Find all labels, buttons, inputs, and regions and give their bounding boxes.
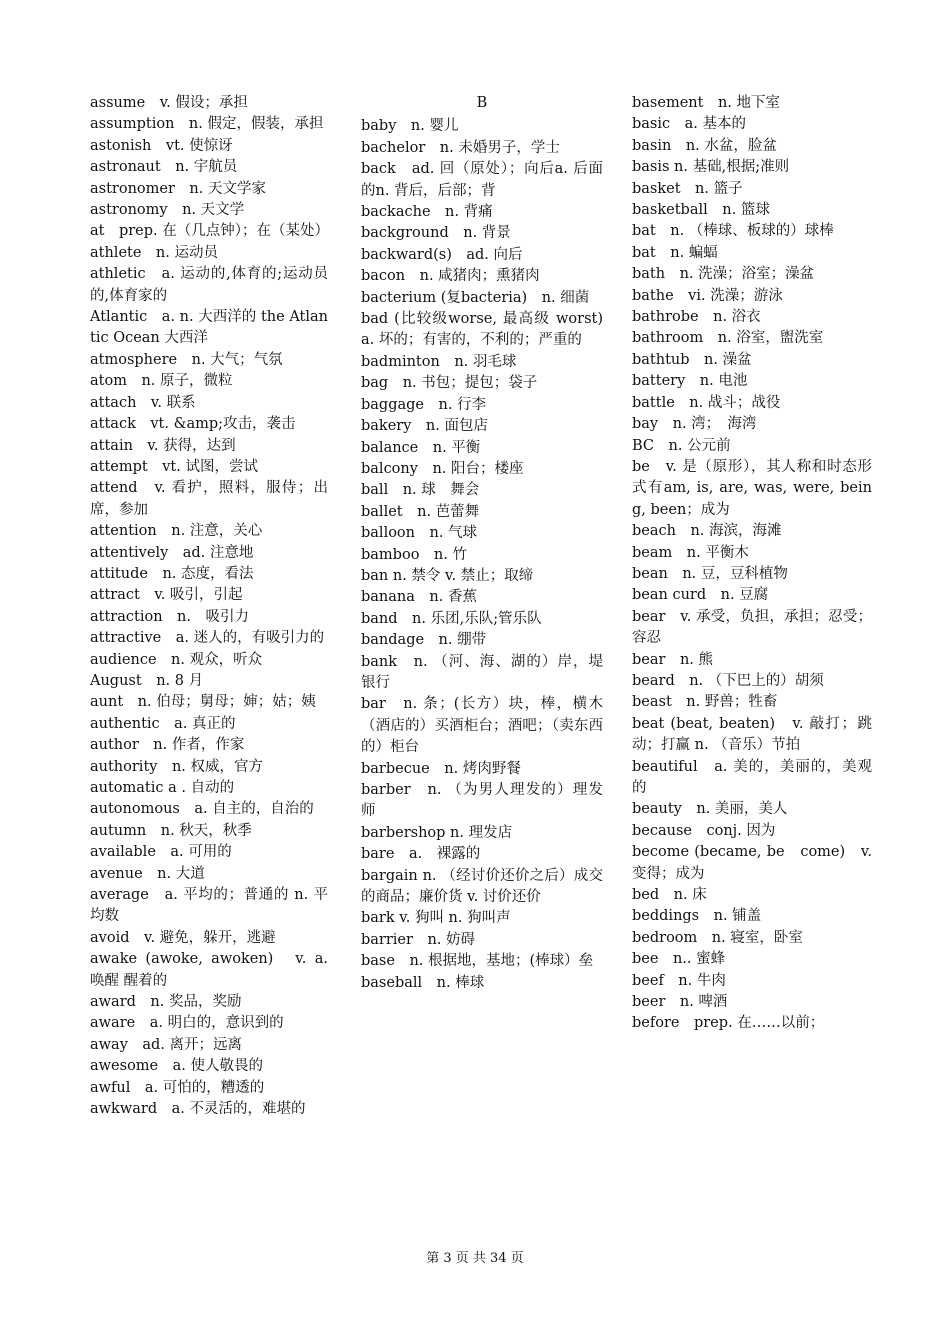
dictionary-entry: attentively ad. 注意地 <box>90 544 254 561</box>
dictionary-entry: bedroom n. 寝室，卧室 <box>632 929 803 946</box>
dictionary-entry: baggage n. 行李 <box>361 396 487 413</box>
dictionary-entry: autonomous a. 自主的，自治的 <box>90 801 314 818</box>
section-heading: B <box>476 95 488 111</box>
dictionary-entry: aunt n. 伯母；舅母；婶；姑；姨 <box>90 694 316 711</box>
dictionary-entry: bay n. 湾； 海湾 <box>632 416 757 433</box>
dictionary-entry: basketball n. 篮球 <box>632 202 770 219</box>
dictionary-entry: barbershop n. 理发店 <box>361 824 513 841</box>
dictionary-entry: automatic a . 自动的 <box>90 780 235 796</box>
dictionary-entry: Atlantic a. n. 大西洋的 the Atlantic Ocean 大西洋 <box>90 309 328 347</box>
dictionary-entry: balcony n. 阳台；楼座 <box>361 460 524 477</box>
dictionary-entry: beddings n. 铺盖 <box>632 908 762 925</box>
dictionary-entry: bat n. （棒球、板球的）球棒 <box>632 223 834 240</box>
dictionary-entry: beat (beat, beaten) v. 敲打；跳动；打赢 n. （音乐）节拍 <box>632 715 872 754</box>
dictionary-entry: baseball n. 棒球 <box>361 974 485 991</box>
dictionary-entry: avoid v. 避免，躲开，逃避 <box>90 929 276 946</box>
dictionary-entry: basic a. 基本的 <box>632 116 746 133</box>
dictionary-entry: balance n. 平衡 <box>361 439 481 456</box>
dictionary-entry: author n. 作者，作家 <box>90 737 245 754</box>
dictionary-entry: bacon n. 咸猪肉；熏猪肉 <box>361 268 540 285</box>
dictionary-entry: awake (awoke, awoken) v. a. 唤醒 醒着的 <box>90 951 328 989</box>
dictionary-entry: astronaut n. 宇航员 <box>90 159 238 176</box>
dictionary-entry: astronomer n. 天文学家 <box>90 180 266 197</box>
dictionary-entry: balloon n. 气球 <box>361 525 478 542</box>
dictionary-entry: awkward a. 不灵活的，难堪的 <box>90 1101 306 1118</box>
dictionary-entry: bamboo n. 竹 <box>361 546 467 563</box>
dictionary-entry: basket n. 篮子 <box>632 180 743 197</box>
dictionary-entry: athlete n. 运动员 <box>90 244 218 261</box>
dictionary-entry: avenue n. 大道 <box>90 865 205 882</box>
dictionary-entry: autumn n. 秋天，秋季 <box>90 822 252 839</box>
dictionary-entry: authority n. 权威，官方 <box>90 758 264 775</box>
dictionary-entry: before prep. 在……以前； <box>632 1015 825 1032</box>
column-3 <box>632 93 872 1035</box>
dictionary-entry: bear n. 熊 <box>632 651 713 668</box>
dictionary-entry: bean n. 豆，豆科植物 <box>632 565 788 582</box>
dictionary-entry: atmosphere n. 大气；气氛 <box>90 351 283 368</box>
dictionary-entry: bathroom n. 浴室，盥洗室 <box>632 330 824 347</box>
dictionary-entry: audience n. 观众，听众 <box>90 651 263 668</box>
dictionary-entry: bean curd n. 豆腐 <box>632 587 769 604</box>
dictionary-entry: bathe vi. 洗澡；游泳 <box>632 287 783 304</box>
dictionary-entry: battery n. 电池 <box>632 373 748 390</box>
dictionary-entry: away ad. 离开；远离 <box>90 1036 243 1053</box>
dictionary-entry: bag n. 书包；提包；袋子 <box>361 375 538 392</box>
dictionary-entry: backache n. 背痛 <box>361 204 493 221</box>
dictionary-entry: BC n. 公元前 <box>632 437 731 454</box>
dictionary-entry: beef n. 牛肉 <box>632 972 726 989</box>
dictionary-entry: bakery n. 面包店 <box>361 418 488 435</box>
dictionary-entry: bark v. 狗叫 n. 狗叫声 <box>361 910 511 927</box>
dictionary-entry: base n. 根据地，基地；(棒球）垒 <box>361 953 594 970</box>
dictionary-entry: beauty n. 美丽，美人 <box>632 801 788 818</box>
dictionary-entry: bargain n. （经讨价还价之后）成交的商品；廉价货 v. 讨价还价 <box>361 867 603 906</box>
dictionary-entry: assumption n. 假定，假装，承担 <box>90 116 324 133</box>
dictionary-entry: bee n.. 蜜蜂 <box>632 951 726 968</box>
dictionary-entry: bed n. 床 <box>632 887 707 904</box>
dictionary-entry: bachelor n. 未婚男子，学士 <box>361 139 560 156</box>
dictionary-entry: become (became, be come) v. 变得；成为 <box>632 844 872 882</box>
dictionary-entry: August n. 8 月 <box>90 672 204 689</box>
dictionary-entry: beach n. 海滨，海滩 <box>632 523 782 540</box>
dictionary-entry: barbecue n. 烤肉野餐 <box>361 760 521 777</box>
dictionary-entry: attend v. 看护，照料，服侍；出席，参加 <box>90 480 328 518</box>
dictionary-entry: beard n. （下巴上的）胡须 <box>632 672 824 689</box>
dictionary-entry: available a. 可用的 <box>90 844 232 861</box>
dictionary-entry: backward(s) ad. 向后 <box>361 246 523 263</box>
dictionary-entry: ball n. 球 舞会 <box>361 482 480 499</box>
page-footer: 第 3 页 共 34 页 <box>426 1251 524 1266</box>
dictionary-entry: attitude n. 态度，看法 <box>90 565 254 582</box>
dictionary-entry: awesome a. 使人敬畏的 <box>90 1058 264 1075</box>
column-2 <box>361 93 618 994</box>
dictionary-entry: attraction n. 吸引力 <box>90 608 249 625</box>
dictionary-entry: bare a. 裸露的 <box>361 846 481 863</box>
dictionary-entry: beer n. 啤酒 <box>632 994 728 1011</box>
dictionary-entry: attract v. 吸引，引起 <box>90 587 243 604</box>
dictionary-entry: bathtub n. 澡盆 <box>632 351 752 368</box>
dictionary-entry: atom n. 原子，微粒 <box>90 373 233 390</box>
dictionary-entry: baby n. 婴儿 <box>361 118 459 135</box>
dictionary-entry: beast n. 野兽；牲畜 <box>632 694 778 711</box>
dictionary-entry: bacterium (复bacteria) n. 细菌 <box>361 289 590 306</box>
dictionary-entry: attack vt. &amp;攻击，袭击 <box>90 416 296 433</box>
dictionary-entry: athletic a. 运动的,体育的;运动员的,体育家的 <box>90 266 328 304</box>
dictionary-entry: ballet n. 芭蕾舞 <box>361 503 480 520</box>
dictionary-entry: banana n. 香蕉 <box>361 589 477 606</box>
dictionary-entry: at prep. 在（几点钟）；在（某处） <box>90 223 330 240</box>
dictionary-entry: basis n. 基础,根据;准则 <box>632 159 790 176</box>
dictionary-entry: ban n. 禁令 v. 禁止；取缔 <box>361 567 534 584</box>
dictionary-entry: authentic a. 真正的 <box>90 715 236 732</box>
dictionary-entry: average a. 平均的；普通的 n. 平均数 <box>90 887 328 925</box>
dictionary-entry: attention n. 注意，关心 <box>90 523 263 540</box>
dictionary-entry: band n. 乐团,乐队;管乐队 <box>361 610 542 627</box>
dictionary-entry: back ad. 回（原处）；向后a. 后面的n. 背后，后部；背 <box>361 161 603 199</box>
dictionary-entry: attractive a. 迷人的，有吸引力的 <box>90 630 325 647</box>
dictionary-entry: barber n. （为男人理发的）理发师 <box>361 782 603 820</box>
dictionary-entry: badminton n. 羽毛球 <box>361 353 517 370</box>
dictionary-entry: bathrobe n. 浴衣 <box>632 309 761 326</box>
dictionary-entry: bandage n. 绷带 <box>361 632 487 649</box>
dictionary-entry: awful a. 可怕的，糟透的 <box>90 1079 265 1096</box>
dictionary-entry: attach v. 联系 <box>90 394 196 411</box>
dictionary-entry: barrier n. 妨碍 <box>361 931 475 948</box>
dictionary-entry: attain v. 获得，达到 <box>90 437 236 454</box>
dictionary-entry: bear v. 承受，负担，承担；忍受；容忍 <box>632 608 872 647</box>
dictionary-entry: bad (比较级worse, 最高级 worst) a. 坏的；有害的，不利的；严重的 <box>361 311 603 349</box>
dictionary-entry: beam n. 平衡木 <box>632 544 749 561</box>
dictionary-entry: astronomy n. 天文学 <box>90 202 245 219</box>
dictionary-entry: be v. 是（原形），其人称和时态形式有am, is, are, was, were, being, been；成为 <box>632 458 872 518</box>
dictionary-entry: award n. 奖品，奖励 <box>90 994 242 1011</box>
dictionary-entry: basin n. 水盆，脸盆 <box>632 137 777 154</box>
dictionary-entry: bat n. 蝙蝠 <box>632 244 718 261</box>
dictionary-entry: battle n. 战斗；战役 <box>632 394 781 411</box>
dictionary-entry: beautiful a. 美的，美丽的，美观的 <box>632 758 872 796</box>
dictionary-entry: because conj. 因为 <box>632 822 776 839</box>
dictionary-entry: background n. 背景 <box>361 225 511 242</box>
dictionary-entry: aware a. 明白的，意识到的 <box>90 1015 284 1032</box>
dictionary-entry: basement n. 地下室 <box>632 95 781 111</box>
dictionary-entry: bar n. 条；(长方）块，棒，横木 （酒店的）买酒柜台；酒吧；（卖东西的）柜台 <box>361 696 618 756</box>
dictionary-entry: bath n. 洗澡；浴室；澡盆 <box>632 266 815 283</box>
dictionary-entry: attempt vt. 试图，尝试 <box>90 458 258 475</box>
dictionary-entry: assume v. 假设；承担 <box>90 95 248 111</box>
dictionary-entry: bank n. （河、海、湖的）岸，堤 银行 <box>361 653 618 691</box>
dictionary-entry: astonish vt. 使惊讶 <box>90 137 233 154</box>
column-1 <box>90 93 328 1121</box>
